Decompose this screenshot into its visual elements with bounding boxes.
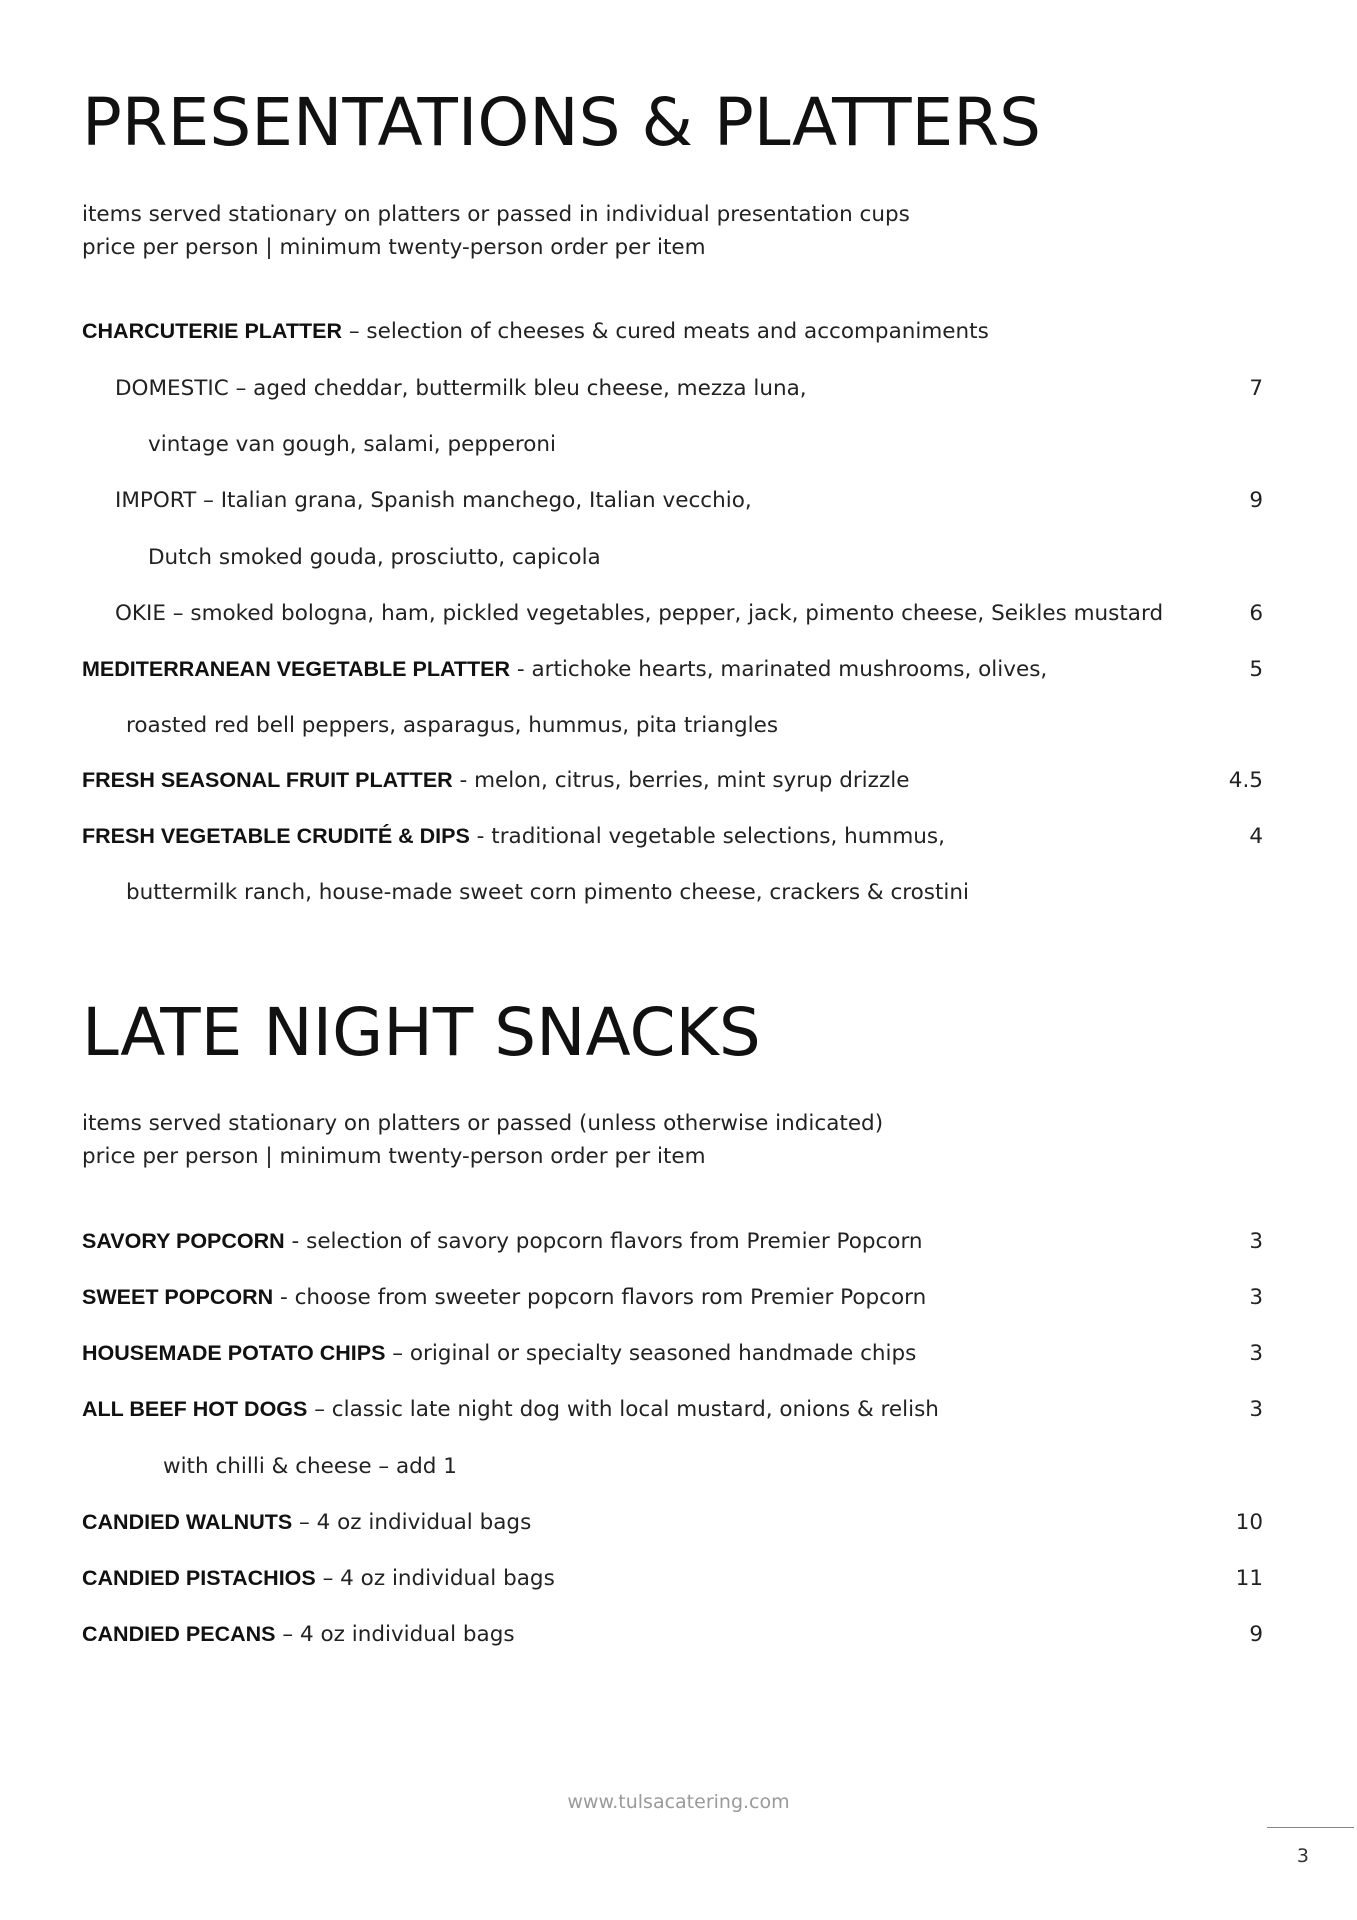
- menu-item-price: 4: [1249, 824, 1263, 849]
- menu-item-name: CANDIED PECANS: [82, 1622, 276, 1646]
- menu-item-price: 7: [1249, 376, 1263, 401]
- menu-item-name: FRESH VEGETABLE CRUDITÉ & DIPS: [82, 824, 470, 848]
- menu-item-desc: OKIE – smoked bologna, ham, pickled vegetables, pepper, jack, pimento cheese, Seikles mustard: [115, 601, 1164, 626]
- menu-item-crudite: [0, 824, 1357, 858]
- menu-item-price: 3: [1249, 1397, 1263, 1422]
- intro-line: price per person | minimum twenty-person order per item: [82, 1144, 706, 1169]
- menu-item-desc: vintage van gough, salami, pepperoni: [148, 432, 556, 457]
- menu-item-potato-chips: [0, 1341, 1357, 1375]
- menu-item-fruit-platter: [0, 768, 1357, 802]
- menu-item-hot-dogs: [0, 1397, 1357, 1431]
- menu-item-desc: - traditional vegetable selections, hummus,: [469, 824, 945, 849]
- menu-item-desc: buttermilk ranch, house-made sweet corn pimento cheese, crackers & crostini: [126, 880, 970, 905]
- menu-item-continuation: [0, 713, 1357, 747]
- menu-item-desc: – 4 oz individual bags: [275, 1622, 515, 1647]
- menu-item-candied-walnuts: [0, 1510, 1357, 1544]
- menu-item-price: 9: [1249, 488, 1263, 513]
- menu-item-name: FRESH SEASONAL FRUIT PLATTER: [82, 768, 453, 792]
- menu-item-name: CHARCUTERIE PLATTER: [82, 319, 342, 343]
- section-title-presentations: PRESENTATIONS & PLATTERS: [82, 84, 1041, 161]
- menu-item-desc: Dutch smoked gouda, prosciutto, capicola: [148, 545, 601, 570]
- menu-item-price: 11: [1235, 1566, 1263, 1591]
- menu-item-desc: - choose from sweeter popcorn flavors rom Premier Popcorn: [273, 1285, 927, 1310]
- menu-item-name: SWEET POPCORN: [82, 1285, 274, 1309]
- footer-website-url[interactable]: www.tulsacatering.com: [567, 1791, 790, 1813]
- menu-item-continuation: [0, 432, 1357, 466]
- section-title-late-night: LATE NIGHT SNACKS: [82, 994, 761, 1071]
- menu-item-desc: – original or specialty seasoned handmade chips: [385, 1341, 917, 1366]
- menu-item-charcuterie: [0, 319, 1357, 353]
- menu-item-desc: - melon, citrus, berries, mint syrup drizzle: [452, 768, 910, 793]
- menu-item-okie: [0, 601, 1357, 635]
- menu-item-mediterranean: [0, 657, 1357, 691]
- section-intro-late-night: [82, 1107, 883, 1173]
- menu-item-desc: - artichoke hearts, marinated mushrooms, olives,: [510, 657, 1048, 682]
- menu-item-desc: with chilli & cheese – add 1: [163, 1454, 457, 1479]
- menu-item-name: MEDITERRANEAN VEGETABLE PLATTER: [82, 657, 511, 681]
- menu-item-price: 5: [1249, 657, 1263, 682]
- menu-item-name: HOUSEMADE POTATO CHIPS: [82, 1341, 386, 1365]
- menu-item-desc: – classic late night dog with local mustard, onions & relish: [307, 1397, 939, 1422]
- menu-item-desc: - selection of savory popcorn flavors from Premier Popcorn: [284, 1229, 923, 1254]
- menu-item-name: CANDIED WALNUTS: [82, 1510, 293, 1534]
- menu-item-name: CANDIED PISTACHIOS: [82, 1566, 316, 1590]
- menu-item-price: 6: [1249, 601, 1263, 626]
- menu-item-desc: – selection of cheeses & cured meats and accompaniments: [341, 319, 989, 344]
- menu-item-continuation: [0, 880, 1357, 914]
- menu-item-domestic: [0, 376, 1357, 410]
- menu-item-savory-popcorn: [0, 1229, 1357, 1263]
- menu-item-name: SAVORY POPCORN: [82, 1229, 285, 1253]
- menu-item-desc: – 4 oz individual bags: [292, 1510, 532, 1535]
- menu-item-desc: DOMESTIC – aged cheddar, buttermilk bleu cheese, mezza luna,: [115, 376, 807, 401]
- menu-item-desc: IMPORT – Italian grana, Spanish manchego, Italian vecchio,: [115, 488, 752, 513]
- menu-item-price: 3: [1249, 1341, 1263, 1366]
- page-number: 3: [1296, 1845, 1309, 1867]
- menu-item-name: ALL BEEF HOT DOGS: [82, 1397, 308, 1421]
- menu-item-price: 4.5: [1228, 768, 1263, 793]
- menu-item-continuation: [0, 545, 1357, 579]
- menu-item-price: 9: [1249, 1622, 1263, 1647]
- menu-item-price: 3: [1249, 1229, 1263, 1254]
- menu-item-desc: roasted red bell peppers, asparagus, hummus, pita triangles: [126, 713, 779, 738]
- menu-item-price: 3: [1249, 1285, 1263, 1310]
- section-intro-presentations: [82, 198, 910, 264]
- menu-item-desc: – 4 oz individual bags: [315, 1566, 555, 1591]
- intro-line: price per person | minimum twenty-person order per item: [82, 235, 706, 260]
- intro-line: items served stationary on platters or passed (unless otherwise indicated): [82, 1111, 884, 1136]
- page-number-divider: [1267, 1827, 1354, 1828]
- menu-item-candied-pecans: [0, 1622, 1357, 1656]
- menu-item-sweet-popcorn: [0, 1285, 1357, 1319]
- menu-item-import: [0, 488, 1357, 522]
- menu-item-price: 10: [1235, 1510, 1263, 1535]
- menu-item-candied-pistachios: [0, 1566, 1357, 1600]
- intro-line: items served stationary on platters or passed in individual presentation cups: [82, 202, 910, 227]
- menu-item-continuation: [0, 1454, 1357, 1488]
